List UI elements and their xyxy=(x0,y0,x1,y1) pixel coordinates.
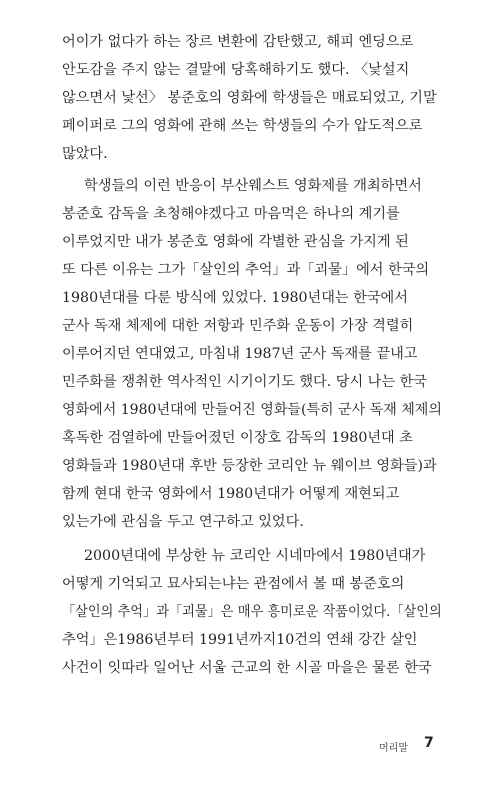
text-line: 봉준호 감독을 초청해야겠다고 마음먹은 하나의 계기를 xyxy=(62,206,400,222)
text-line: 페이퍼로 그의 영화에 관해 쓰는 학생들의 수가 압도적으로 xyxy=(62,118,423,134)
text-line: 군사 독재 체제에 대한 저항과 민주화 운동이 가장 격렬히 xyxy=(62,318,414,334)
text-line: 안도감을 주지 않는 결말에 당혹해하기도 했다. 〈낯설지 xyxy=(62,62,410,78)
paragraph-first-line: 2000년대에 부상한 뉴 코리안 시네마에서 1980년대가 xyxy=(84,548,426,564)
text-line: 영화들과 1980년대 후반 등장한 코리안 뉴 웨이브 영화들)과 xyxy=(62,458,437,474)
text-line: 어이가 없다가 하는 장르 변환에 감탄했고, 해피 엔딩으로 xyxy=(62,34,414,50)
text-line: 어떻게 기억되고 묘사되는냐는 관점에서 볼 때 봉준호의 xyxy=(62,576,405,592)
paragraph-first-line: 학생들의 이런 반응이 부산웨스트 영화제를 개최하면서 xyxy=(84,178,422,194)
text-line: 1980년대를 다룬 방식에 있었다. 1980년대는 한국에서 xyxy=(62,290,408,306)
text-line: 또 다른 이유는 그가「살인의 추억」과「괴물」에서 한국의 xyxy=(62,262,430,278)
text-line: 영화에서 1980년대에 만들어진 영화들(특히 군사 독재 체제의 xyxy=(62,402,442,418)
text-line: 민주화를 쟁취한 역사적인 시기이기도 했다. 당시 나는 한국 xyxy=(62,374,428,390)
text-line: 많았다. xyxy=(62,146,108,162)
text-line: 추억」은1986년부터 1991년까지10건의 연쇄 강간 살인 xyxy=(62,632,418,648)
text-line: 혹독한 검열하에 만들어졌던 이장호 감독의 1980년대 초 xyxy=(62,430,413,446)
page-number: 7 xyxy=(424,735,434,751)
text-line: 이루었지만 내가 봉준호 영화에 각별한 관심을 가지게 된 xyxy=(62,234,409,250)
running-footer-section: 머리말 xyxy=(379,743,408,754)
text-line: 「살인의 추억」과「괴물」은 매우 흥미로운 작품이었다.「살인의 xyxy=(62,604,442,620)
text-line: 있는가에 관심을 두고 연구하고 있었다. xyxy=(62,514,304,530)
text-line: 사건이 잇따라 일어난 서울 근교의 한 시골 마을은 물론 한국 xyxy=(62,660,432,676)
text-line: 않으면서 낯선〉 봉준호의 영화에 학생들은 매료되었고, 기말 xyxy=(62,90,437,106)
text-line: 이루어지던 연대였고, 마침내 1987년 군사 독재를 끝내고 xyxy=(62,346,418,362)
text-line: 함께 현대 한국 영화에서 1980년대가 어떻게 재현되고 xyxy=(62,486,400,502)
